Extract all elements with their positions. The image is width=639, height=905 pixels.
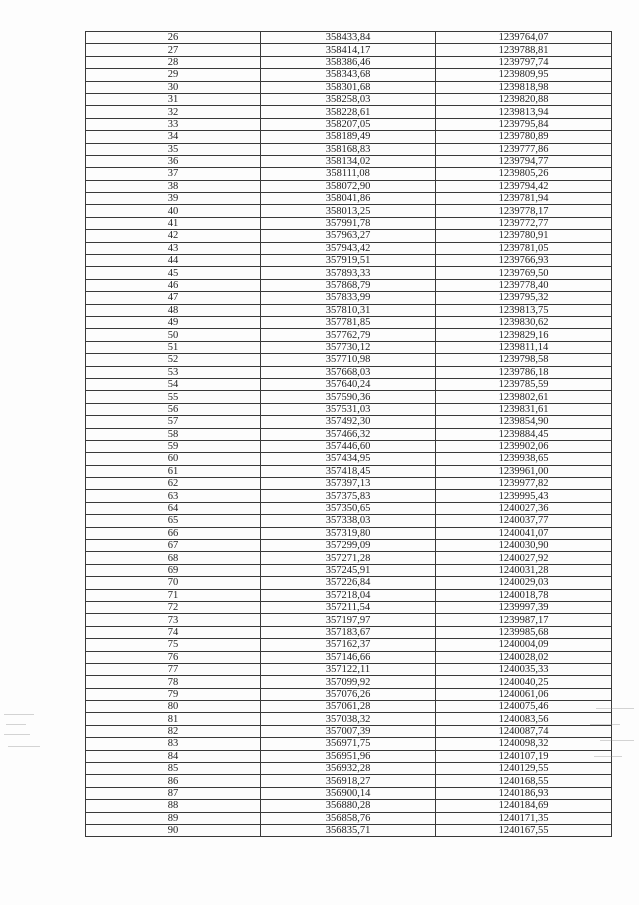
table-row — [86, 725, 612, 737]
table-row — [86, 453, 612, 465]
x-coordinate-cell: 356918,27 — [261, 775, 436, 787]
x-coordinate-cell: 357299,09 — [261, 540, 436, 552]
point-number-cell: 69 — [86, 564, 261, 576]
point-number-cell: 63 — [86, 490, 261, 502]
y-coordinate-cell: 1239780,89 — [436, 131, 612, 143]
x-coordinate-cell: 356971,75 — [261, 738, 436, 750]
y-coordinate-cell: 1239780,91 — [436, 230, 612, 242]
x-coordinate-cell: 358072,90 — [261, 180, 436, 192]
table-row — [86, 143, 612, 155]
x-coordinate-cell: 356858,76 — [261, 812, 436, 824]
point-number-cell: 38 — [86, 180, 261, 192]
point-number-cell: 88 — [86, 800, 261, 812]
y-coordinate-cell: 1239778,40 — [436, 279, 612, 291]
table-row — [86, 478, 612, 490]
point-number-cell: 40 — [86, 205, 261, 217]
x-coordinate-cell: 357218,04 — [261, 589, 436, 601]
y-coordinate-cell: 1239884,45 — [436, 428, 612, 440]
y-coordinate-cell: 1239809,95 — [436, 69, 612, 81]
x-coordinate-cell: 358414,17 — [261, 44, 436, 56]
x-coordinate-cell: 357762,79 — [261, 329, 436, 341]
x-coordinate-cell: 357076,26 — [261, 688, 436, 700]
point-number-cell: 79 — [86, 688, 261, 700]
y-coordinate-cell: 1239772,77 — [436, 217, 612, 229]
y-coordinate-cell: 1239854,90 — [436, 416, 612, 428]
table-row — [86, 230, 612, 242]
x-coordinate-cell: 357590,36 — [261, 391, 436, 403]
point-number-cell: 35 — [86, 143, 261, 155]
table-row — [86, 118, 612, 130]
point-number-cell: 52 — [86, 354, 261, 366]
table-row — [86, 787, 612, 799]
x-coordinate-cell: 357668,03 — [261, 366, 436, 378]
y-coordinate-cell: 1240031,28 — [436, 564, 612, 576]
table-row — [86, 440, 612, 452]
point-number-cell: 55 — [86, 391, 261, 403]
y-coordinate-cell: 1240171,35 — [436, 812, 612, 824]
x-coordinate-cell: 358343,68 — [261, 69, 436, 81]
y-coordinate-cell: 1239795,32 — [436, 292, 612, 304]
point-number-cell: 80 — [86, 701, 261, 713]
x-coordinate-cell: 357446,60 — [261, 440, 436, 452]
table-row — [86, 93, 612, 105]
x-coordinate-cell: 357868,79 — [261, 279, 436, 291]
table-row — [86, 131, 612, 143]
y-coordinate-cell: 1240030,90 — [436, 540, 612, 552]
y-coordinate-cell: 1240186,93 — [436, 787, 612, 799]
table-row — [86, 490, 612, 502]
x-coordinate-cell: 357397,13 — [261, 478, 436, 490]
table-row — [86, 180, 612, 192]
scan-artifact-left — [4, 712, 40, 758]
y-coordinate-cell: 1240098,32 — [436, 738, 612, 750]
point-number-cell: 70 — [86, 577, 261, 589]
table-row — [86, 391, 612, 403]
table-row — [86, 106, 612, 118]
x-coordinate-cell: 357531,03 — [261, 403, 436, 415]
point-number-cell: 53 — [86, 366, 261, 378]
table-row — [86, 502, 612, 514]
table-row — [86, 279, 612, 291]
x-coordinate-cell: 358386,46 — [261, 56, 436, 68]
point-number-cell: 49 — [86, 316, 261, 328]
y-coordinate-cell: 1239778,17 — [436, 205, 612, 217]
y-coordinate-cell: 1240083,56 — [436, 713, 612, 725]
x-coordinate-cell: 357122,11 — [261, 663, 436, 675]
scan-artifact-right — [590, 700, 636, 768]
x-coordinate-cell: 357162,37 — [261, 639, 436, 651]
x-coordinate-cell: 357350,65 — [261, 502, 436, 514]
y-coordinate-cell: 1240004,09 — [436, 639, 612, 651]
x-coordinate-cell: 357375,83 — [261, 490, 436, 502]
y-coordinate-cell: 1239769,50 — [436, 267, 612, 279]
x-coordinate-cell: 357226,84 — [261, 577, 436, 589]
y-coordinate-cell: 1240168,55 — [436, 775, 612, 787]
y-coordinate-cell: 1240087,74 — [436, 725, 612, 737]
y-coordinate-cell: 1239997,39 — [436, 601, 612, 613]
table-row — [86, 428, 612, 440]
point-number-cell: 66 — [86, 527, 261, 539]
y-coordinate-cell: 1239829,16 — [436, 329, 612, 341]
y-coordinate-cell: 1240027,92 — [436, 552, 612, 564]
x-coordinate-cell: 358207,05 — [261, 118, 436, 130]
y-coordinate-cell: 1240107,19 — [436, 750, 612, 762]
point-number-cell: 33 — [86, 118, 261, 130]
table-row — [86, 329, 612, 341]
point-number-cell: 28 — [86, 56, 261, 68]
point-number-cell: 51 — [86, 341, 261, 353]
y-coordinate-cell: 1239794,77 — [436, 155, 612, 167]
point-number-cell: 81 — [86, 713, 261, 725]
y-coordinate-cell: 1239805,26 — [436, 168, 612, 180]
x-coordinate-cell: 357418,45 — [261, 465, 436, 477]
x-coordinate-cell: 357434,95 — [261, 453, 436, 465]
x-coordinate-cell: 358301,68 — [261, 81, 436, 93]
x-coordinate-cell: 357146,66 — [261, 651, 436, 663]
x-coordinate-cell: 358189,49 — [261, 131, 436, 143]
table-row — [86, 564, 612, 576]
point-number-cell: 27 — [86, 44, 261, 56]
point-number-cell: 31 — [86, 93, 261, 105]
x-coordinate-cell: 356835,71 — [261, 825, 436, 837]
y-coordinate-cell: 1239818,98 — [436, 81, 612, 93]
point-number-cell: 36 — [86, 155, 261, 167]
x-coordinate-cell: 357963,27 — [261, 230, 436, 242]
y-coordinate-cell: 1239820,88 — [436, 93, 612, 105]
x-coordinate-cell: 357197,97 — [261, 614, 436, 626]
point-number-cell: 72 — [86, 601, 261, 613]
point-number-cell: 56 — [86, 403, 261, 415]
table-row — [86, 32, 612, 44]
x-coordinate-cell: 357319,80 — [261, 527, 436, 539]
x-coordinate-cell: 358258,03 — [261, 93, 436, 105]
y-coordinate-cell: 1240075,46 — [436, 701, 612, 713]
x-coordinate-cell: 357061,28 — [261, 701, 436, 713]
y-coordinate-cell: 1239766,93 — [436, 255, 612, 267]
x-coordinate-cell: 357781,85 — [261, 316, 436, 328]
point-number-cell: 75 — [86, 639, 261, 651]
x-coordinate-cell: 358168,83 — [261, 143, 436, 155]
y-coordinate-cell: 1239961,00 — [436, 465, 612, 477]
y-coordinate-cell: 1240035,33 — [436, 663, 612, 675]
point-number-cell: 73 — [86, 614, 261, 626]
table-row — [86, 56, 612, 68]
table-row — [86, 639, 612, 651]
point-number-cell: 60 — [86, 453, 261, 465]
x-coordinate-cell: 357338,03 — [261, 515, 436, 527]
x-coordinate-cell: 357730,12 — [261, 341, 436, 353]
point-number-cell: 83 — [86, 738, 261, 750]
y-coordinate-cell: 1239794,42 — [436, 180, 612, 192]
point-number-cell: 77 — [86, 663, 261, 675]
x-coordinate-cell: 357640,24 — [261, 378, 436, 390]
table-row — [86, 688, 612, 700]
table-row — [86, 267, 612, 279]
x-coordinate-cell: 357943,42 — [261, 242, 436, 254]
point-number-cell: 29 — [86, 69, 261, 81]
y-coordinate-cell: 1240129,55 — [436, 763, 612, 775]
point-number-cell: 68 — [86, 552, 261, 564]
x-coordinate-cell: 357038,32 — [261, 713, 436, 725]
table-row — [86, 168, 612, 180]
x-coordinate-cell: 358134,02 — [261, 155, 436, 167]
x-coordinate-cell: 356900,14 — [261, 787, 436, 799]
x-coordinate-cell: 356951,96 — [261, 750, 436, 762]
table-row — [86, 701, 612, 713]
x-coordinate-cell: 356932,28 — [261, 763, 436, 775]
table-row — [86, 663, 612, 675]
x-coordinate-cell: 357991,78 — [261, 217, 436, 229]
y-coordinate-cell: 1240037,77 — [436, 515, 612, 527]
point-number-cell: 42 — [86, 230, 261, 242]
x-coordinate-cell: 357710,98 — [261, 354, 436, 366]
y-coordinate-cell: 1239987,17 — [436, 614, 612, 626]
point-number-cell: 58 — [86, 428, 261, 440]
table-row — [86, 763, 612, 775]
point-number-cell: 45 — [86, 267, 261, 279]
x-coordinate-cell: 358111,08 — [261, 168, 436, 180]
x-coordinate-cell: 357099,92 — [261, 676, 436, 688]
x-coordinate-cell: 357893,33 — [261, 267, 436, 279]
y-coordinate-cell: 1239985,68 — [436, 626, 612, 638]
table-row — [86, 812, 612, 824]
table-row — [86, 738, 612, 750]
y-coordinate-cell: 1239902,06 — [436, 440, 612, 452]
table-row — [86, 775, 612, 787]
point-number-cell: 76 — [86, 651, 261, 663]
point-number-cell: 41 — [86, 217, 261, 229]
table-row — [86, 354, 612, 366]
y-coordinate-cell: 1239777,86 — [436, 143, 612, 155]
table-row — [86, 540, 612, 552]
point-number-cell: 64 — [86, 502, 261, 514]
point-number-cell: 71 — [86, 589, 261, 601]
y-coordinate-cell: 1239781,05 — [436, 242, 612, 254]
table-row — [86, 155, 612, 167]
x-coordinate-cell: 358041,86 — [261, 193, 436, 205]
table-row — [86, 378, 612, 390]
x-coordinate-cell: 357492,30 — [261, 416, 436, 428]
point-number-cell: 62 — [86, 478, 261, 490]
point-number-cell: 34 — [86, 131, 261, 143]
y-coordinate-cell: 1240167,55 — [436, 825, 612, 837]
table-row — [86, 217, 612, 229]
y-coordinate-cell: 1239995,43 — [436, 490, 612, 502]
y-coordinate-cell: 1239938,65 — [436, 453, 612, 465]
table-row — [86, 465, 612, 477]
y-coordinate-cell: 1240061,06 — [436, 688, 612, 700]
x-coordinate-cell: 357211,54 — [261, 601, 436, 613]
x-coordinate-cell: 357271,28 — [261, 552, 436, 564]
point-number-cell: 30 — [86, 81, 261, 93]
point-number-cell: 90 — [86, 825, 261, 837]
point-number-cell: 39 — [86, 193, 261, 205]
x-coordinate-cell: 357007,39 — [261, 725, 436, 737]
point-number-cell: 86 — [86, 775, 261, 787]
point-number-cell: 78 — [86, 676, 261, 688]
point-number-cell: 54 — [86, 378, 261, 390]
table-row — [86, 416, 612, 428]
y-coordinate-cell: 1239798,58 — [436, 354, 612, 366]
table-row — [86, 205, 612, 217]
table-row — [86, 552, 612, 564]
table-row — [86, 589, 612, 601]
table-row — [86, 713, 612, 725]
x-coordinate-cell: 357245,91 — [261, 564, 436, 576]
y-coordinate-cell: 1239830,62 — [436, 316, 612, 328]
table-row — [86, 366, 612, 378]
x-coordinate-cell: 357810,31 — [261, 304, 436, 316]
y-coordinate-cell: 1240041,07 — [436, 527, 612, 539]
point-number-cell: 37 — [86, 168, 261, 180]
table-row — [86, 515, 612, 527]
table-row — [86, 242, 612, 254]
table-row — [86, 527, 612, 539]
table-row — [86, 403, 612, 415]
table-row — [86, 81, 612, 93]
table-row — [86, 676, 612, 688]
y-coordinate-cell: 1240028,02 — [436, 651, 612, 663]
x-coordinate-cell: 357466,32 — [261, 428, 436, 440]
table-row — [86, 304, 612, 316]
x-coordinate-cell: 358433,84 — [261, 32, 436, 44]
y-coordinate-cell: 1240184,69 — [436, 800, 612, 812]
coordinates-table-body — [86, 32, 612, 837]
table-row — [86, 651, 612, 663]
y-coordinate-cell: 1239786,18 — [436, 366, 612, 378]
y-coordinate-cell: 1240027,36 — [436, 502, 612, 514]
table-row — [86, 601, 612, 613]
point-number-cell: 82 — [86, 725, 261, 737]
y-coordinate-cell: 1239785,59 — [436, 378, 612, 390]
y-coordinate-cell: 1239795,84 — [436, 118, 612, 130]
point-number-cell: 89 — [86, 812, 261, 824]
y-coordinate-cell: 1239764,07 — [436, 32, 612, 44]
y-coordinate-cell: 1239802,61 — [436, 391, 612, 403]
y-coordinate-cell: 1239811,14 — [436, 341, 612, 353]
y-coordinate-cell: 1240018,78 — [436, 589, 612, 601]
y-coordinate-cell: 1239781,94 — [436, 193, 612, 205]
table-row — [86, 255, 612, 267]
y-coordinate-cell: 1239813,94 — [436, 106, 612, 118]
x-coordinate-cell: 357183,67 — [261, 626, 436, 638]
y-coordinate-cell: 1239977,82 — [436, 478, 612, 490]
y-coordinate-cell: 1240029,03 — [436, 577, 612, 589]
x-coordinate-cell: 358228,61 — [261, 106, 436, 118]
x-coordinate-cell: 357833,99 — [261, 292, 436, 304]
x-coordinate-cell: 357919,51 — [261, 255, 436, 267]
table-row — [86, 577, 612, 589]
y-coordinate-cell: 1240040,25 — [436, 676, 612, 688]
point-number-cell: 48 — [86, 304, 261, 316]
point-number-cell: 44 — [86, 255, 261, 267]
point-number-cell: 50 — [86, 329, 261, 341]
table-row — [86, 69, 612, 81]
point-number-cell: 57 — [86, 416, 261, 428]
table-row — [86, 316, 612, 328]
point-number-cell: 43 — [86, 242, 261, 254]
point-number-cell: 32 — [86, 106, 261, 118]
table-row — [86, 614, 612, 626]
y-coordinate-cell: 1239797,74 — [436, 56, 612, 68]
coordinates-table — [85, 31, 612, 837]
point-number-cell: 46 — [86, 279, 261, 291]
point-number-cell: 59 — [86, 440, 261, 452]
point-number-cell: 65 — [86, 515, 261, 527]
table-row — [86, 825, 612, 837]
table-row — [86, 292, 612, 304]
point-number-cell: 85 — [86, 763, 261, 775]
point-number-cell: 61 — [86, 465, 261, 477]
point-number-cell: 74 — [86, 626, 261, 638]
point-number-cell: 47 — [86, 292, 261, 304]
table-row — [86, 750, 612, 762]
point-number-cell: 87 — [86, 787, 261, 799]
table-row — [86, 626, 612, 638]
table-row — [86, 341, 612, 353]
point-number-cell: 26 — [86, 32, 261, 44]
y-coordinate-cell: 1239788,81 — [436, 44, 612, 56]
y-coordinate-cell: 1239813,75 — [436, 304, 612, 316]
table-row — [86, 193, 612, 205]
y-coordinate-cell: 1239831,61 — [436, 403, 612, 415]
table-row — [86, 44, 612, 56]
point-number-cell: 67 — [86, 540, 261, 552]
table-row — [86, 800, 612, 812]
point-number-cell: 84 — [86, 750, 261, 762]
x-coordinate-cell: 356880,28 — [261, 800, 436, 812]
x-coordinate-cell: 358013,25 — [261, 205, 436, 217]
